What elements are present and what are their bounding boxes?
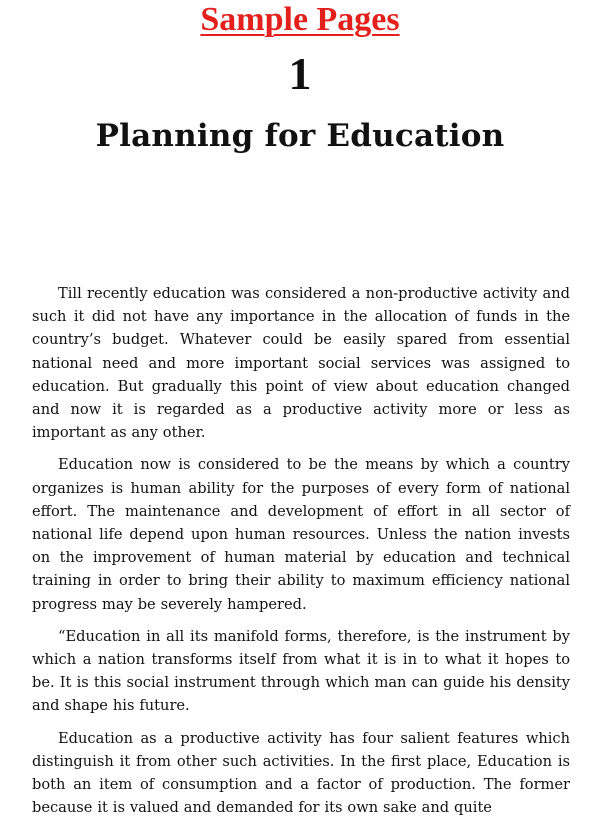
paragraph-3: “Education in all its manifold forms, therefore, is the instrument by which a nation transforms itself from what it is in to what it hopes to be. It is this social instrument through which man can guide his density and shape his future. [32, 627, 570, 715]
chapter-title: Planning for Education [95, 118, 505, 154]
chapter-number: 1 [288, 48, 312, 99]
paragraph-2: Education now is considered to be the means by which a country organizes is human ability for the purposes of every form of national effort. The maintenance and development of effort in all sector of national life depend upon human resources. Unless the nation invests on the improvement of human material by education and technical training in order to bring their ability to maximum efficiency national progress may be severely hampered. [32, 456, 570, 613]
chapter-body [32, 282, 570, 828]
sample-pages-banner: Sample Pages [200, 1, 400, 38]
paragraph-4: Education as a productive activity has four salient features which distinguish it from other such activities. In the first place, Education is both an item of consumption and a factor of production. The former because it is valued and demanded for its own sake and quite [32, 729, 570, 817]
paragraph-1: Till recently education was considered a non-productive activity and such it did not have any importance in the allocation of funds in the country’s budget. Whatever could be easily spared from essential national need and more important social services was assigned to education. But gradually this point of view about education changed and now it is regarded as a productive activity more or less as important as any other. [32, 285, 570, 442]
